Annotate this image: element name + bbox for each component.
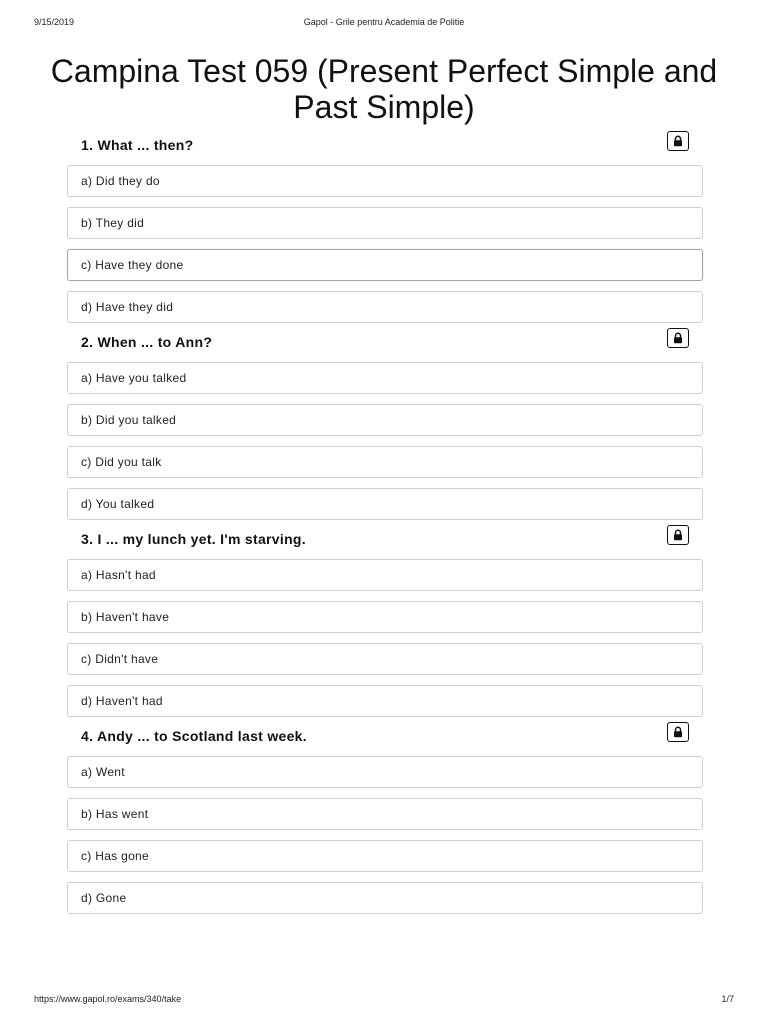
answer-option-label: b) Did you talked <box>81 413 177 427</box>
lock-button[interactable] <box>667 525 689 545</box>
answer-option-label: c) Has gone <box>81 849 149 863</box>
answer-option-label: b) They did <box>81 216 145 230</box>
lock-icon <box>672 135 684 147</box>
answer-option-label: d) Gone <box>81 891 127 905</box>
answer-option-label: b) Haven't have <box>81 610 170 624</box>
answer-option-label: c) Didn't have <box>81 652 159 666</box>
answer-option[interactable] <box>67 882 703 914</box>
print-footer <box>0 994 768 1008</box>
answer-option-label: a) Went <box>81 765 125 779</box>
answer-option[interactable] <box>67 559 703 591</box>
lock-icon <box>672 529 684 541</box>
question-1 <box>67 135 703 333</box>
question-header <box>67 332 703 362</box>
question-header <box>67 726 703 756</box>
answer-option[interactable] <box>67 207 703 239</box>
answer-option[interactable] <box>67 756 703 788</box>
question-text: 1. What ... then? <box>81 137 194 153</box>
answer-option[interactable] <box>67 362 703 394</box>
answer-option[interactable] <box>67 249 703 281</box>
question-text: 3. I ... my lunch yet. I'm starving. <box>81 531 306 547</box>
answer-option[interactable] <box>67 291 703 323</box>
question-header <box>67 135 703 165</box>
lock-button[interactable] <box>667 328 689 348</box>
answer-option-label: d) Have they did <box>81 300 174 314</box>
answer-option[interactable] <box>67 685 703 717</box>
answer-option[interactable] <box>67 446 703 478</box>
answer-option-label: a) Have you talked <box>81 371 187 385</box>
answer-option[interactable] <box>67 840 703 872</box>
lock-icon <box>672 332 684 344</box>
answer-option[interactable] <box>67 601 703 633</box>
question-4 <box>67 726 703 924</box>
lock-button[interactable] <box>667 722 689 742</box>
print-document-title: Gapol - Grile pentru Academia de Politie <box>303 17 465 27</box>
question-3 <box>67 529 703 727</box>
lock-button[interactable] <box>667 131 689 151</box>
answer-option-label: b) Has went <box>81 807 149 821</box>
exam-title: Campina Test 059 (Present Perfect Simple and Past Simple) <box>50 53 718 125</box>
answer-option-label: c) Have they done <box>81 258 184 272</box>
answer-option-label: a) Did they do <box>81 174 160 188</box>
answer-option[interactable] <box>67 488 703 520</box>
print-header <box>0 17 768 31</box>
answer-option-label: d) Haven't had <box>81 694 163 708</box>
print-date: 9/15/2019 <box>34 17 75 27</box>
answer-option[interactable] <box>67 165 703 197</box>
answer-option[interactable] <box>67 404 703 436</box>
answer-option-label: a) Hasn't had <box>81 568 156 582</box>
question-text: 2. When ... to Ann? <box>81 334 213 350</box>
question-header <box>67 529 703 559</box>
question-2 <box>67 332 703 530</box>
question-text: 4. Andy ... to Scotland last week. <box>81 728 307 744</box>
print-url: https://www.gapol.ro/exams/340/take <box>34 994 182 1004</box>
answer-option-label: d) You talked <box>81 497 155 511</box>
answer-option-label: c) Did you talk <box>81 455 162 469</box>
answer-option[interactable] <box>67 798 703 830</box>
answer-option[interactable] <box>67 643 703 675</box>
lock-icon <box>672 726 684 738</box>
page-number: 1/7 <box>721 994 734 1004</box>
